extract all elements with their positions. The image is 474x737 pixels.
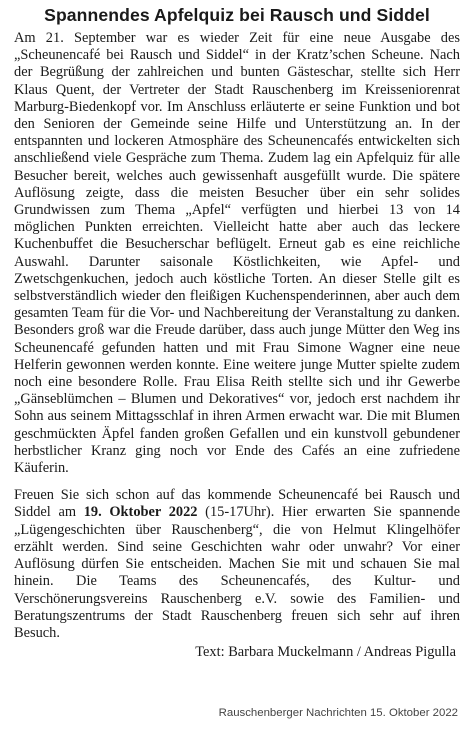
publication-footer: Rauschenberger Nachrichten 15. Oktober 2022 xyxy=(218,707,458,719)
article-paragraph-1: Am 21. September war es wieder Zeit für eine neue Ausgabe des „Scheunencafé bei Rausch und Siddel“ in der Kratz’schen Scheune. Nach der Begrüßung der zahlreichen und bunten Gästeschar, stellte sich Herr Klaus Quent, der Vertreter der Stadt Rauschenberg im Kreisseniorenrat Marburg-Biedenkopf vor. Im Anschluss erläuterte er seine Funktion und bot den Senioren der Gemeinde seine Hilfe und Unterstützung an. In der entspannten und lockeren Atmosphäre des Scheunencafés entwickelten sich anschließend viele Gespräche zum Thema. Zudem lag ein Apfelquiz für alle Besucher bereit, welches auch gewissenhaft ausgefüllt wurde. Die spätere Auflösung zeigte, dass die meisten Besucher über ein sehr solides Grundwissen zum Thema „Apfel“ verfügten und hierbei 13 von 14 möglichen Punkten erreichten. Vielleicht hatte aber auch das leckere Kuchenbuffet die Besucherschar beflügelt. Erneut gab es eine reichliche Auswahl. Darunter saisonale Köstlichkeiten, wie Apfel- und Zwetschgenkuchen, jedoch auch köstliche Torten. An dieser Stelle gilt es selbstverständlich wieder den fleißigen Kuchenspenderinnen, aber auch dem gesamten Team für die Vor- und Nachbereitung der Veranstaltung zu danken. Besonders groß war die Freude darüber, dass auch junge Mütter den Weg ins Scheunencafé gefunden hatten und mit Frau Simone Wagner eine neue Helferin gewonnen werden konnte. Eine weitere junge Mutter spielte zudem noch eine besondere Rolle. Frau Elisa Reith stellte sich und ihr Gewerbe „Gänseblümchen – Blumen und Dekoratives“ vor, jedoch erst nachdem ihr Sohn aus seinem Mittagsschlaf in ihren Armen erwacht war. Die mit Blumen geschmückten Äpfel fanden großen Gefallen und ein kunstvoll gebundener herbstlicher Kranz ging noch vor Ende des Cafés an eine zufriedene Käuferin. xyxy=(14,30,460,477)
event-date: 19. Oktober 2022 xyxy=(83,504,198,521)
paragraph-2-text-end: (15-17Uhr). Hier erwarten Sie spannende „Lügengeschichten über Rauschenberg“, die von Helmut Klingelhöfer erzählt werden. Sind seine Geschichten wahr oder unwahr? Vor einer Auflösung dürfen Sie entscheiden. Machen Sie mit und schauen Sie mal hinein. Die Teams des Scheunencafés, des Kultur- und Verschönerungsvereins Rauschenberg e.V. sowie des Familien- und Beratungszentrums der Stadt Rauschenberg freuen sich sehr auf ihren Besuch. xyxy=(14,504,460,641)
article xyxy=(14,0,460,716)
paragraph-2-text-start: Freuen Sie sich schon auf das kommende Scheunencafé bei Rausch und Siddel am xyxy=(14,487,460,521)
article-paragraph-2 xyxy=(14,487,460,642)
article-headline: Spannendes Apfelquiz bei Rausch und Siddel xyxy=(44,5,430,25)
article-credit: Text: Barbara Muckelmann / Andreas Pigulla xyxy=(195,644,456,661)
